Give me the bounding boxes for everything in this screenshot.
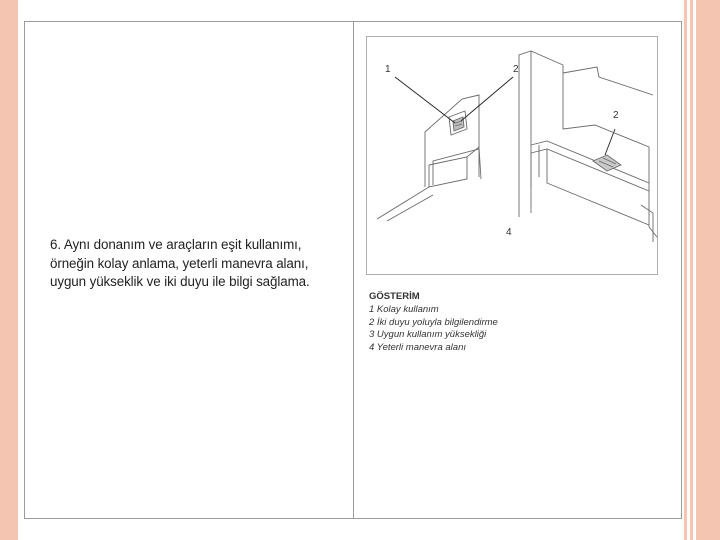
legend-item-3: 3 Uygun kullanım yüksekliği bbox=[369, 329, 487, 340]
left-decorative-stripe bbox=[0, 0, 18, 540]
figure-label-2b: 2 bbox=[613, 110, 619, 121]
description-line-1: 6. Aynı donanım ve araçların eşit kullanımı, bbox=[50, 237, 302, 252]
legend-item-4: 4 Yeterli manevra alanı bbox=[369, 341, 466, 353]
illustration-figure bbox=[366, 36, 658, 275]
figure-label-4: 4 bbox=[506, 227, 512, 238]
legend-item-1: 1 Kolay kullanım bbox=[369, 304, 439, 315]
legend-title: GÖSTERİM bbox=[369, 291, 420, 302]
principle-description bbox=[50, 236, 345, 292]
right-decorative-stripe-3 bbox=[696, 0, 720, 540]
figure-label-2a: 2 bbox=[513, 64, 519, 75]
illustration-legend bbox=[369, 291, 649, 354]
right-decorative-stripe-2 bbox=[690, 0, 693, 540]
description-line-3: uygun yükseklik ve iki duyu ile bilgi sağlama. bbox=[50, 274, 310, 289]
column-divider bbox=[353, 21, 354, 519]
right-decorative-stripe-1 bbox=[684, 0, 687, 540]
legend-item-2: 2 İki duyu yoluyla bilgilendirme bbox=[369, 316, 498, 328]
description-line-2: örneğin kolay anlama, yeterli manevra alanı, bbox=[50, 255, 309, 271]
figure-label-1: 1 bbox=[385, 64, 391, 75]
left-stripe-gap bbox=[18, 0, 22, 540]
